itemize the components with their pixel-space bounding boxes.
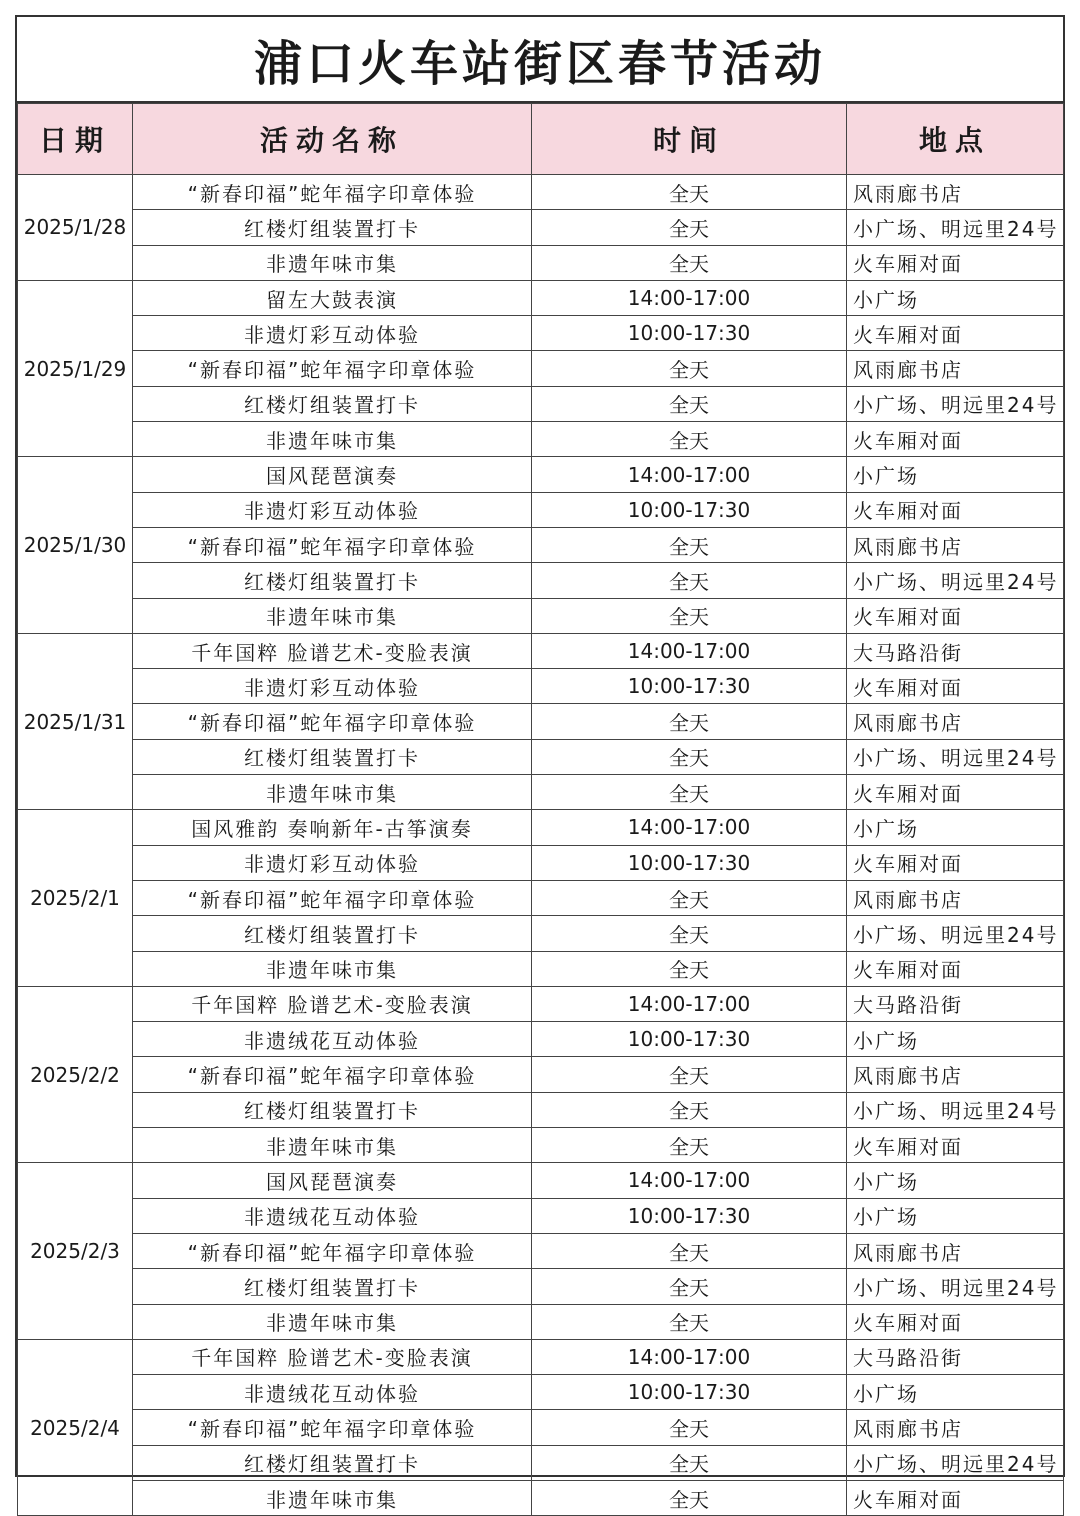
time-cell: 全天 — [532, 175, 847, 210]
table-body — [18, 175, 1064, 1516]
table-row — [18, 492, 1064, 527]
time-cell: 14:00-17:00 — [532, 280, 847, 315]
time-cell: 全天 — [532, 1445, 847, 1480]
page-title: 浦口火车站街区春节活动 — [17, 17, 1063, 103]
table-row — [18, 1304, 1064, 1339]
location-cell: 小广场、明远里24号 — [847, 1269, 1064, 1304]
activity-cell: “新春印福”蛇年福字印章体验 — [133, 527, 532, 562]
location-cell: 火车厢对面 — [847, 669, 1064, 704]
location-cell: 小广场、明远里24号 — [847, 1092, 1064, 1127]
table-row — [18, 810, 1064, 845]
table-row — [18, 175, 1064, 210]
table-row — [18, 1198, 1064, 1233]
activity-cell: “新春印福”蛇年福字印章体验 — [133, 1233, 532, 1268]
table-row — [18, 1163, 1064, 1198]
time-cell: 全天 — [532, 563, 847, 598]
activity-cell: 红楼灯组装置打卡 — [133, 916, 532, 951]
table-row — [18, 845, 1064, 880]
time-cell: 全天 — [532, 1128, 847, 1163]
location-cell: 火车厢对面 — [847, 1128, 1064, 1163]
time-cell: 全天 — [532, 1480, 847, 1515]
table-row — [18, 704, 1064, 739]
date-cell: 2025/1/31 — [18, 633, 133, 809]
time-cell: 全天 — [532, 1233, 847, 1268]
location-cell: 火车厢对面 — [847, 775, 1064, 810]
time-cell: 14:00-17:00 — [532, 633, 847, 668]
time-cell: 全天 — [532, 245, 847, 280]
activity-cell: 非遗灯彩互动体验 — [133, 669, 532, 704]
location-cell: 火车厢对面 — [847, 1480, 1064, 1515]
time-cell: 全天 — [532, 775, 847, 810]
location-cell: 大马路沿街 — [847, 1339, 1064, 1374]
table-row — [18, 1057, 1064, 1092]
date-cell: 2025/2/2 — [18, 986, 133, 1162]
time-cell: 14:00-17:00 — [532, 986, 847, 1021]
activity-cell: “新春印福”蛇年福字印章体验 — [133, 1057, 532, 1092]
table-row — [18, 1269, 1064, 1304]
time-cell: 14:00-17:00 — [532, 1339, 847, 1374]
time-cell: 全天 — [532, 1410, 847, 1445]
table-row — [18, 563, 1064, 598]
time-cell: 14:00-17:00 — [532, 457, 847, 492]
activity-cell: 红楼灯组装置打卡 — [133, 1269, 532, 1304]
activity-cell: 红楼灯组装置打卡 — [133, 210, 532, 245]
location-cell: 火车厢对面 — [847, 1304, 1064, 1339]
time-cell: 全天 — [532, 210, 847, 245]
location-cell: 小广场、明远里24号 — [847, 210, 1064, 245]
time-cell: 全天 — [532, 880, 847, 915]
time-cell: 全天 — [532, 739, 847, 774]
activity-cell: 红楼灯组装置打卡 — [133, 386, 532, 421]
location-cell: 火车厢对面 — [847, 951, 1064, 986]
table-row — [18, 210, 1064, 245]
schedule-sheet — [15, 15, 1065, 1512]
activity-cell: 非遗灯彩互动体验 — [133, 845, 532, 880]
date-cell: 2025/1/28 — [18, 175, 133, 281]
table-row — [18, 1480, 1064, 1515]
activity-cell: 国风琵琶演奏 — [133, 1163, 532, 1198]
activity-cell: “新春印福”蛇年福字印章体验 — [133, 880, 532, 915]
location-cell: 风雨廊书店 — [847, 527, 1064, 562]
location-cell: 小广场 — [847, 457, 1064, 492]
activity-cell: 非遗年味市集 — [133, 1304, 532, 1339]
activity-cell: 千年国粹 脸谱艺术-变脸表演 — [133, 1339, 532, 1374]
table-row — [18, 1128, 1064, 1163]
location-cell: 小广场、明远里24号 — [847, 1445, 1064, 1480]
activity-cell: 千年国粹 脸谱艺术-变脸表演 — [133, 986, 532, 1021]
activity-cell: 红楼灯组装置打卡 — [133, 739, 532, 774]
activity-cell: 非遗年味市集 — [133, 598, 532, 633]
location-cell: 风雨廊书店 — [847, 1410, 1064, 1445]
activity-cell: 非遗年味市集 — [133, 1128, 532, 1163]
location-cell: 小广场、明远里24号 — [847, 739, 1064, 774]
table-row — [18, 986, 1064, 1021]
activity-cell: 非遗年味市集 — [133, 422, 532, 457]
location-cell: 小广场、明远里24号 — [847, 916, 1064, 951]
location-cell: 火车厢对面 — [847, 316, 1064, 351]
time-cell: 全天 — [532, 598, 847, 633]
table-row — [18, 880, 1064, 915]
activity-cell: 非遗年味市集 — [133, 951, 532, 986]
column-header-time: 时间 — [532, 104, 847, 175]
table-row — [18, 916, 1064, 951]
column-header-location: 地点 — [847, 104, 1064, 175]
table-row — [18, 775, 1064, 810]
activity-cell: 国风琵琶演奏 — [133, 457, 532, 492]
schedule-table — [17, 103, 1064, 1516]
location-cell: 小广场 — [847, 280, 1064, 315]
location-cell: 火车厢对面 — [847, 598, 1064, 633]
time-cell: 全天 — [532, 1092, 847, 1127]
time-cell: 全天 — [532, 916, 847, 951]
table-row — [18, 386, 1064, 421]
activity-cell: 非遗绒花互动体验 — [133, 1198, 532, 1233]
time-cell: 全天 — [532, 386, 847, 421]
time-cell: 全天 — [532, 951, 847, 986]
time-cell: 14:00-17:00 — [532, 810, 847, 845]
location-cell: 小广场、明远里24号 — [847, 386, 1064, 421]
time-cell: 10:00-17:30 — [532, 845, 847, 880]
activity-cell: 留左大鼓表演 — [133, 280, 532, 315]
activity-cell: 红楼灯组装置打卡 — [133, 1445, 532, 1480]
table-row — [18, 1233, 1064, 1268]
table-row — [18, 951, 1064, 986]
time-cell: 10:00-17:30 — [532, 669, 847, 704]
date-cell: 2025/2/4 — [18, 1339, 133, 1515]
table-row — [18, 1375, 1064, 1410]
activity-cell: 红楼灯组装置打卡 — [133, 563, 532, 598]
location-cell: 大马路沿街 — [847, 986, 1064, 1021]
table-row — [18, 1410, 1064, 1445]
activity-cell: 非遗灯彩互动体验 — [133, 316, 532, 351]
time-cell: 10:00-17:30 — [532, 1198, 847, 1233]
location-cell: 小广场 — [847, 1163, 1064, 1198]
table-row — [18, 280, 1064, 315]
table-row — [18, 316, 1064, 351]
activity-cell: 非遗年味市集 — [133, 1480, 532, 1515]
table-row — [18, 527, 1064, 562]
location-cell: 风雨廊书店 — [847, 1057, 1064, 1092]
table-row — [18, 1339, 1064, 1374]
time-cell: 10:00-17:30 — [532, 1375, 847, 1410]
table-row — [18, 1445, 1064, 1480]
time-cell: 10:00-17:30 — [532, 492, 847, 527]
time-cell: 全天 — [532, 527, 847, 562]
location-cell: 小广场、明远里24号 — [847, 563, 1064, 598]
activity-cell: 非遗绒花互动体验 — [133, 1022, 532, 1057]
activity-cell: 红楼灯组装置打卡 — [133, 1092, 532, 1127]
location-cell: 火车厢对面 — [847, 422, 1064, 457]
location-cell: 小广场 — [847, 1022, 1064, 1057]
time-cell: 全天 — [532, 1304, 847, 1339]
table-row — [18, 669, 1064, 704]
table-row — [18, 457, 1064, 492]
time-cell: 全天 — [532, 704, 847, 739]
time-cell: 全天 — [532, 1057, 847, 1092]
location-cell: 风雨廊书店 — [847, 351, 1064, 386]
time-cell: 10:00-17:30 — [532, 316, 847, 351]
date-cell: 2025/1/30 — [18, 457, 133, 633]
activity-cell: “新春印福”蛇年福字印章体验 — [133, 704, 532, 739]
activity-cell: 非遗灯彩互动体验 — [133, 492, 532, 527]
activity-cell: 千年国粹 脸谱艺术-变脸表演 — [133, 633, 532, 668]
location-cell: 火车厢对面 — [847, 492, 1064, 527]
activity-cell: 非遗年味市集 — [133, 775, 532, 810]
date-cell: 2025/2/3 — [18, 1163, 133, 1339]
date-cell: 2025/2/1 — [18, 810, 133, 986]
table-row — [18, 422, 1064, 457]
activity-cell: 国风雅韵 奏响新年-古筝演奏 — [133, 810, 532, 845]
date-cell: 2025/1/29 — [18, 280, 133, 456]
table-row — [18, 1022, 1064, 1057]
activity-cell: “新春印福”蛇年福字印章体验 — [133, 175, 532, 210]
table-header-row — [18, 104, 1064, 175]
location-cell: 大马路沿街 — [847, 633, 1064, 668]
time-cell: 14:00-17:00 — [532, 1163, 847, 1198]
activity-cell: “新春印福”蛇年福字印章体验 — [133, 1410, 532, 1445]
table-row — [18, 739, 1064, 774]
location-cell: 风雨廊书店 — [847, 1233, 1064, 1268]
table-row — [18, 1092, 1064, 1127]
table-row — [18, 245, 1064, 280]
location-cell: 火车厢对面 — [847, 245, 1064, 280]
column-header-activity: 活动名称 — [133, 104, 532, 175]
location-cell: 风雨廊书店 — [847, 880, 1064, 915]
time-cell: 全天 — [532, 1269, 847, 1304]
activity-cell: 非遗绒花互动体验 — [133, 1375, 532, 1410]
table-row — [18, 633, 1064, 668]
table-row — [18, 351, 1064, 386]
location-cell: 小广场 — [847, 1375, 1064, 1410]
time-cell: 10:00-17:30 — [532, 1022, 847, 1057]
activity-cell: “新春印福”蛇年福字印章体验 — [133, 351, 532, 386]
time-cell: 全天 — [532, 422, 847, 457]
time-cell: 全天 — [532, 351, 847, 386]
location-cell: 风雨廊书店 — [847, 704, 1064, 739]
location-cell: 小广场 — [847, 810, 1064, 845]
activity-cell: 非遗年味市集 — [133, 245, 532, 280]
location-cell: 火车厢对面 — [847, 845, 1064, 880]
column-header-date: 日期 — [18, 104, 133, 175]
table-row — [18, 598, 1064, 633]
location-cell: 小广场 — [847, 1198, 1064, 1233]
location-cell: 风雨廊书店 — [847, 175, 1064, 210]
